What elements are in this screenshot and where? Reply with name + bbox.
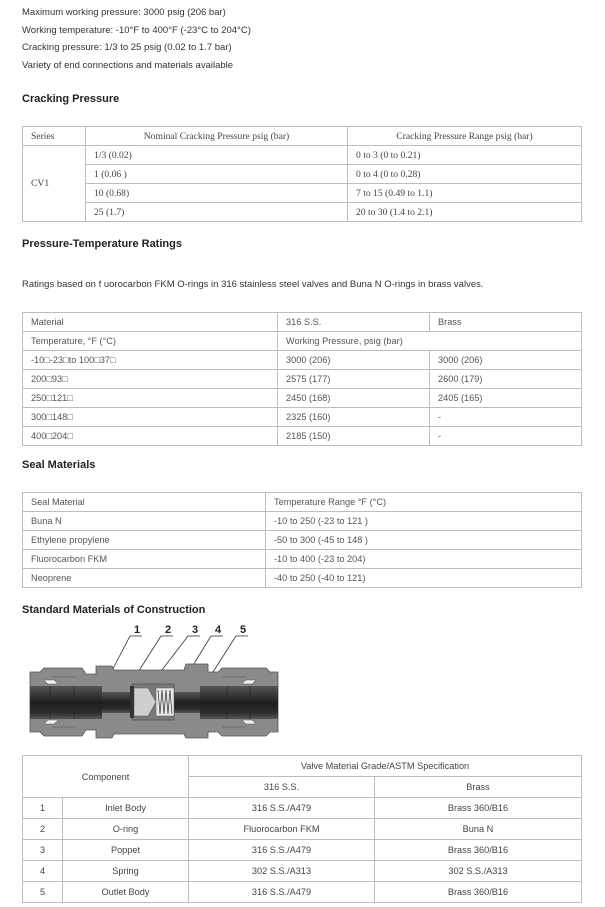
brass-cell: 2600 (179) [430, 370, 582, 389]
table-row [23, 370, 582, 389]
brass-material: 302 S.S./A313 [375, 861, 582, 882]
header-brass: Brass [430, 313, 582, 332]
brass-material: Brass 360/B16 [375, 798, 582, 819]
table-row [23, 389, 582, 408]
spec-working-temp: Working temperature: -10°F to 400°F (-23°C to 204°C) [22, 24, 251, 36]
temp-cell: -10□-23□to 100□37□ [23, 351, 278, 370]
table-row [23, 351, 582, 370]
header-series: Series [23, 127, 86, 146]
seal-materials-heading: Seal Materials [22, 459, 96, 471]
table-row [23, 146, 582, 165]
seal-name-cell: Ethylene propylene [23, 531, 266, 550]
ss-cell: 2325 (160) [278, 408, 430, 427]
temp-cell: 200□93□ [23, 370, 278, 389]
component-name: Inlet Body [63, 798, 189, 819]
component-name: Spring [63, 861, 189, 882]
spec-list [22, 4, 251, 74]
table-header-row [23, 756, 582, 777]
ss-material: 316 S.S./A479 [189, 798, 375, 819]
header-brass: Brass [375, 777, 582, 798]
check-valve-cutaway-diagram [22, 620, 280, 752]
series-cell: CV1 [23, 146, 86, 222]
ss-cell: 2185 (150) [278, 427, 430, 446]
spec-end-connections: Variety of end connections and materials available [22, 59, 234, 71]
header-valve-material-spec: Valve Material Grade/ASTM Specification [189, 756, 582, 777]
ratings-note: Ratings based on f uorocarbon FKM O-rings in 316 stainless steel valves and Buna N O-rings in brass valves. [22, 279, 484, 290]
brass-material: Buna N [375, 819, 582, 840]
pressure-temperature-table [22, 312, 582, 446]
temp-cell: 300□148□ [23, 408, 278, 427]
header-seal-material: Seal Material [23, 493, 266, 512]
materials-of-construction-table [22, 755, 582, 903]
table-row [23, 819, 582, 840]
brass-cell: 3000 (206) [430, 351, 582, 370]
table-row [23, 882, 582, 903]
nominal-cell: 1 (0.06 ) [86, 165, 348, 184]
header-material: Material [23, 313, 278, 332]
brass-material: Brass 360/B16 [375, 882, 582, 903]
table-row [23, 184, 582, 203]
table-row [23, 861, 582, 882]
table-row [23, 550, 582, 569]
range-cell: 0 to 3 (0 to 0.21) [348, 146, 582, 165]
spec-cracking-pressure: Cracking pressure: 1/3 to 25 psig (0.02 to 1.7 bar) [22, 42, 232, 53]
header-nominal: Nominal Cracking Pressure psig (bar) [86, 127, 348, 146]
ss-material: Fluorocarbon FKM [189, 819, 375, 840]
table-subheader-row [23, 332, 582, 351]
header-316ss: 316 S.S. [278, 313, 430, 332]
table-row [23, 840, 582, 861]
callout-5: 5 [240, 624, 247, 636]
temp-cell: 400□204□ [23, 427, 278, 446]
table-row [23, 203, 582, 222]
seal-range-cell: -50 to 300 (-45 to 148 ) [266, 531, 582, 550]
component-number: 5 [23, 882, 63, 903]
component-name: Outlet Body [63, 882, 189, 903]
header-316ss: 316 S.S. [189, 777, 375, 798]
callout-3: 3 [192, 624, 199, 636]
header-component: Component [23, 756, 189, 798]
ss-cell: 2575 (177) [278, 370, 430, 389]
spec-max-pressure: Maximum working pressure: 3000 psig (206 bar) [22, 7, 226, 18]
component-name: Poppet [63, 840, 189, 861]
ss-material: 316 S.S./A479 [189, 882, 375, 903]
cracking-pressure-heading: Cracking Pressure [22, 93, 120, 105]
ss-cell: 3000 (206) [278, 351, 430, 370]
ss-material: 302 S.S./A313 [189, 861, 375, 882]
seal-materials-table [22, 492, 582, 588]
component-number: 4 [23, 861, 63, 882]
table-row [23, 798, 582, 819]
table-row [23, 569, 582, 588]
header-working-pressure: Working Pressure, psig (bar) [278, 332, 582, 351]
ratings-heading: Pressure-Temperature Ratings [22, 238, 182, 250]
ss-material: 316 S.S./A479 [189, 840, 375, 861]
table-row [23, 165, 582, 184]
cracking-pressure-table [22, 126, 582, 222]
range-cell: 0 to 4 (0 to 0.28) [348, 165, 582, 184]
header-temperature: Temperature, °F (°C) [23, 332, 278, 351]
table-row [23, 408, 582, 427]
table-header-row [23, 313, 582, 332]
header-range: Cracking Pressure Range psig (bar) [348, 127, 582, 146]
callout-4: 4 [215, 624, 222, 636]
nominal-cell: 25 (1.7) [86, 203, 348, 222]
nominal-cell: 10 (0.68) [86, 184, 348, 203]
component-number: 1 [23, 798, 63, 819]
temp-cell: 250□121□ [23, 389, 278, 408]
brass-cell: - [430, 408, 582, 427]
component-name: O-ring [63, 819, 189, 840]
ss-cell: 2450 (168) [278, 389, 430, 408]
seal-name-cell: Buna N [23, 512, 266, 531]
seal-name-cell: Neoprene [23, 569, 266, 588]
seal-range-cell: -40 to 250 (-40 to 121) [266, 569, 582, 588]
table-header-row [23, 127, 582, 146]
component-number: 2 [23, 819, 63, 840]
construction-heading: Standard Materials of Construction [22, 604, 206, 616]
brass-cell: 2405 (165) [430, 389, 582, 408]
component-number: 3 [23, 840, 63, 861]
range-cell: 7 to 15 (0.49 to 1.1) [348, 184, 582, 203]
range-cell: 20 to 30 (1.4 to 2.1) [348, 203, 582, 222]
brass-material: Brass 360/B16 [375, 840, 582, 861]
table-row [23, 427, 582, 446]
header-temperature-range: Temperature Range °F (°C) [266, 493, 582, 512]
table-row [23, 512, 582, 531]
callout-1: 1 [134, 624, 141, 636]
callout-2: 2 [165, 624, 172, 636]
brass-cell: - [430, 427, 582, 446]
nominal-cell: 1/3 (0.02) [86, 146, 348, 165]
seal-range-cell: -10 to 250 (-23 to 121 ) [266, 512, 582, 531]
seal-range-cell: -10 to 400 (-23 to 204) [266, 550, 582, 569]
seal-name-cell: Fluorocarbon FKM [23, 550, 266, 569]
table-header-row [23, 493, 582, 512]
table-row [23, 531, 582, 550]
